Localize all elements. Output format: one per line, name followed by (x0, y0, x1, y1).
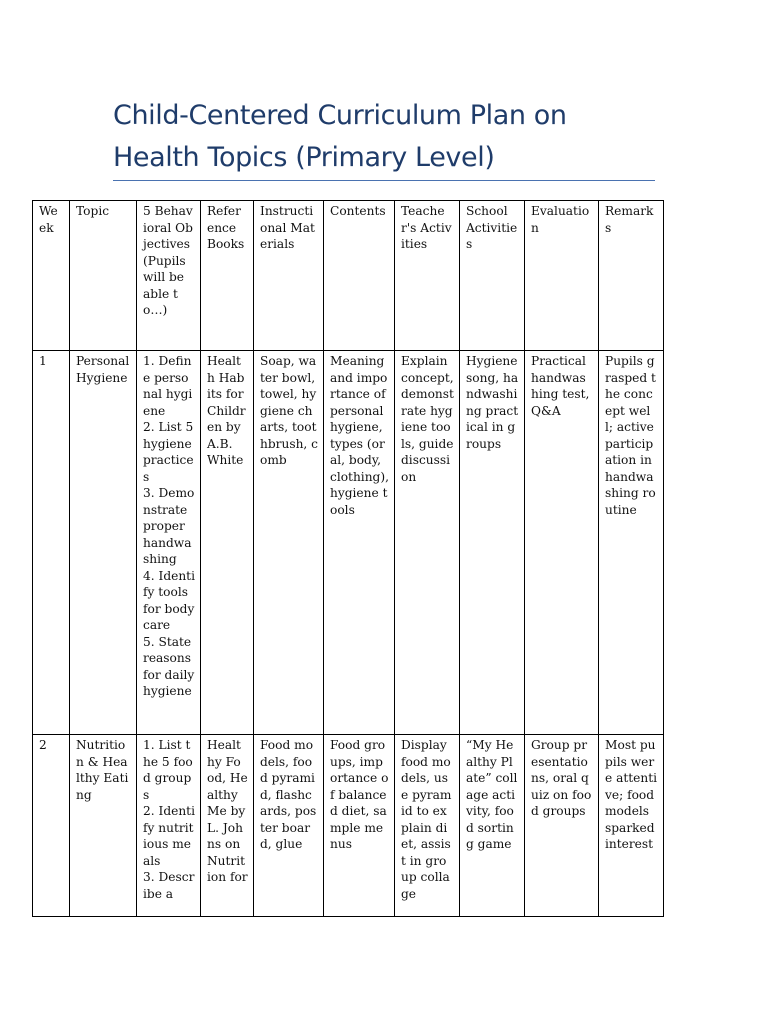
cell-school-activities: Hygiene song, handwashing practical in groups (460, 351, 525, 735)
cell-behavioral-objectives: 1. Define personal hygiene 2. List 5 hygiene practices 3. Demonstrate proper handwashing 4. Identify tools for body care 5. State reasons for daily hygiene (137, 351, 201, 735)
header-remarks: Remarks (599, 201, 664, 351)
header-behavioral-objectives: 5 Behavioral Objectives (Pupils will be able to…) (137, 201, 201, 351)
cell-topic: Personal Hygiene (70, 351, 137, 735)
cell-teachers-activities: Display food models, use pyramid to explain diet, assist in group collage (395, 735, 460, 917)
cell-evaluation: Practical handwashing test, Q&A (525, 351, 599, 735)
cell-instructional-materials: Soap, water bowl, towel, hygiene charts, toothbrush, comb (254, 351, 324, 735)
cell-remarks: Most pupils were attentive; food models sparked interest (599, 735, 664, 917)
header-instructional-materials: Instructional Materials (254, 201, 324, 351)
document-title-line-1: Child-Centered Curriculum Plan on (113, 100, 567, 131)
cell-contents: Meaning and importance of personal hygiene, types (oral, body, clothing), hygiene tools (324, 351, 395, 735)
cell-week: 2 (33, 735, 70, 917)
table-row (33, 735, 664, 917)
table-header-row (33, 201, 664, 351)
cell-reference-books: Healthy Food, Healthy Me by L. Johns on Nutrition for (201, 735, 254, 917)
cell-evaluation: Group presentations, oral quiz on food groups (525, 735, 599, 917)
document-title (113, 95, 658, 179)
title-underline (113, 180, 655, 181)
header-topic: Topic (70, 201, 137, 351)
header-evaluation: Evaluation (525, 201, 599, 351)
cell-reference-books: Health Habits for Children by A.B. White (201, 351, 254, 735)
cell-instructional-materials: Food models, food pyramid, flashcards, poster board, glue (254, 735, 324, 917)
header-reference-books: Reference Books (201, 201, 254, 351)
cell-week: 1 (33, 351, 70, 735)
curriculum-plan-table (32, 200, 664, 917)
table-row (33, 351, 664, 735)
header-teachers-activities: Teacher's Activities (395, 201, 460, 351)
cell-contents: Food groups, importance of balanced diet, sample menus (324, 735, 395, 917)
cell-school-activities: “My Healthy Plate” collage activity, food sorting game (460, 735, 525, 917)
header-school-activities: School Activities (460, 201, 525, 351)
cell-remarks: Pupils grasped the concept well; active participation in handwashing routine (599, 351, 664, 735)
header-contents: Contents (324, 201, 395, 351)
document-title-line-2: Health Topics (Primary Level) (113, 142, 495, 173)
cell-topic: Nutrition & Healthy Eating (70, 735, 137, 917)
cell-teachers-activities: Explain concept, demonstrate hygiene tools, guide discussion (395, 351, 460, 735)
cell-behavioral-objectives: 1. List the 5 food groups 2. Identify nutritious meals 3. Describe a (137, 735, 201, 917)
header-week: Week (33, 201, 70, 351)
